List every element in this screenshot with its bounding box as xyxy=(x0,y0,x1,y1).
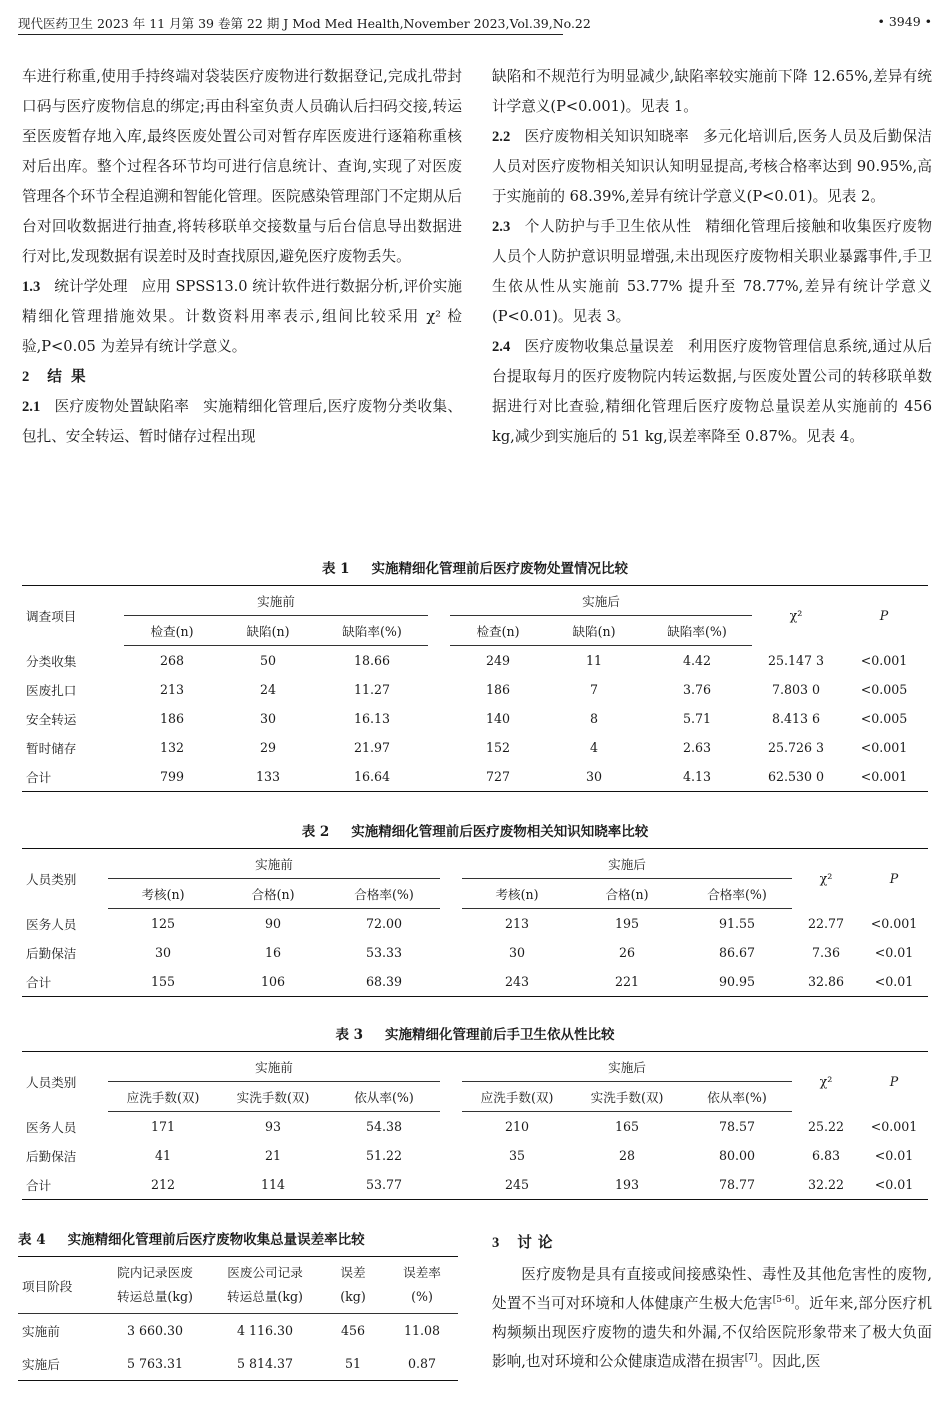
table-cell: 186 xyxy=(159,711,185,726)
table-cell: 7 xyxy=(589,682,598,697)
table-cell: 72.00 xyxy=(365,916,403,931)
column-gap xyxy=(440,1112,462,1142)
header-company-record xyxy=(210,1257,320,1314)
table-cell: 30 xyxy=(508,945,526,960)
table-cell: 90.95 xyxy=(682,967,792,997)
table-cell: <0.01 xyxy=(860,1170,928,1200)
header-sub: 应洗手数(双) xyxy=(108,1082,218,1112)
right-column xyxy=(492,62,932,452)
table-cell: 799 xyxy=(124,762,220,792)
row-label: 后勤保洁 xyxy=(26,946,77,961)
row-label: 合计 xyxy=(22,967,108,997)
table-cell: 35 xyxy=(508,1148,526,1163)
row-label: 医废扎口 xyxy=(26,683,77,698)
header-sub: 应洗手数(双) xyxy=(462,1082,572,1112)
header-line: 误差率 xyxy=(403,1265,441,1280)
table-cell: 245 xyxy=(462,1170,572,1200)
table-cell: <0.001 xyxy=(870,915,918,931)
discussion-section xyxy=(492,1228,932,1376)
table-cell: 195 xyxy=(614,916,640,931)
table-cell: <0.001 xyxy=(840,762,928,792)
header-p: P xyxy=(840,586,928,646)
table-cell: 152 xyxy=(485,740,511,755)
header-sub: 实洗手数(双) xyxy=(218,1082,328,1112)
row-label: 分类收集 xyxy=(26,653,77,669)
table-cell: 243 xyxy=(462,967,572,997)
section-text: 精细化管理后接触和收集医疗废物人员个人防护意识明显增强,未出现医疗废物相关职业暴露事件,手卫生依从性从实施前 53.77% 提升至 78.77%,差异有统计学意义(P<0.01)。见表 3。 xyxy=(492,218,932,325)
page-number: • 3949 • xyxy=(877,14,932,29)
header-rule xyxy=(18,34,563,35)
section-number: 2 xyxy=(22,369,30,385)
section-2-3 xyxy=(492,212,932,332)
header-line: 转运总量(kg) xyxy=(227,1289,303,1304)
header-sub: 缺陷率(%) xyxy=(642,616,752,646)
header-group-before: 实施前 xyxy=(124,586,428,616)
row-label: 医务人员 xyxy=(26,916,77,932)
table-cell: 28 xyxy=(618,1148,636,1163)
column-gap xyxy=(428,675,450,704)
table-cell: 5 763.31 xyxy=(100,1347,210,1381)
table-row xyxy=(22,646,928,676)
table-cell: 16.13 xyxy=(353,711,391,726)
header-sub: 合格(n) xyxy=(572,879,682,909)
section-title: 讨论 xyxy=(517,1234,559,1251)
table-cell: 7.803 0 xyxy=(771,682,821,697)
paragraph: 缺陷和不规范行为明显减少,缺陷率较实施前下降 12.65%,差异有统计学意义(P<0.001)。见表 1。 xyxy=(492,68,932,115)
table-row xyxy=(18,1347,458,1381)
table-cell: 140 xyxy=(485,711,511,726)
section-title: 结 果 xyxy=(47,368,88,385)
section-number: 1.3 xyxy=(22,279,41,295)
column-gap xyxy=(428,762,450,792)
header-line: (kg) xyxy=(340,1289,366,1304)
column-gap xyxy=(440,909,462,939)
header-group-before: 实施前 xyxy=(108,1052,440,1082)
section-2-1 xyxy=(22,392,462,452)
table-row xyxy=(22,1170,928,1200)
table-cell: 6.83 xyxy=(811,1148,841,1163)
text-run: 。近年来,部分医疗机构频频出现医疗废物的遗失和外漏,不仅给医院形象带来了极大负面影响,也对环境和公众健康造成潜在损害 xyxy=(492,1295,932,1370)
header-sub: 考核(n) xyxy=(462,879,572,909)
header-hospital-record xyxy=(100,1257,210,1314)
section-title: 个人防护与手卫生依从性 xyxy=(524,218,692,235)
table-row xyxy=(22,1112,928,1142)
table-cell: 210 xyxy=(504,1119,530,1134)
table-4-caption xyxy=(18,1228,458,1248)
table-cell: 456 xyxy=(340,1323,366,1338)
row-label: 实施前 xyxy=(22,1324,60,1339)
header-line: 误差 xyxy=(340,1265,366,1280)
table-1-caption xyxy=(22,557,928,577)
section-3-heading xyxy=(492,1228,932,1258)
table-row xyxy=(22,1141,928,1170)
table-cell: 16.64 xyxy=(316,762,428,792)
header-p: P xyxy=(860,849,928,909)
table-cell: 91.55 xyxy=(718,916,756,931)
table-cell: 25.22 xyxy=(807,1118,845,1134)
table-cell: 90 xyxy=(264,916,282,931)
table-cell: <0.001 xyxy=(860,652,908,668)
table-cell: 11 xyxy=(585,653,603,668)
header-sub: 检查(n) xyxy=(450,616,546,646)
section-text: 实施精细化管理后,医疗废物分类收集、包扎、安全转运、暂时储存过程出现 xyxy=(22,398,462,445)
header-sub: 考核(n) xyxy=(108,879,218,909)
table-cell: 4.13 xyxy=(642,762,752,792)
table-cell: 30 xyxy=(546,762,642,792)
table-cell: 32.22 xyxy=(792,1170,860,1200)
header-error xyxy=(320,1257,386,1314)
header-chi: χ² xyxy=(792,849,860,909)
table-row xyxy=(22,675,928,704)
table-cell: 53.77 xyxy=(328,1170,440,1200)
row-label: 安全转运 xyxy=(26,712,77,727)
table-cell: 30 xyxy=(259,711,277,726)
header-item: 人员类别 xyxy=(22,1052,108,1112)
table-cell: 11.08 xyxy=(403,1323,441,1338)
table-cell: 171 xyxy=(150,1119,176,1134)
column-gap xyxy=(440,1141,462,1170)
table-cell: 16 xyxy=(264,945,282,960)
text-run: 医疗废物是具有直接或间接感染性、毒性及其他危害性的废物,处置不当可对环境和人体健康产生极大危害 xyxy=(492,1266,932,1312)
row-label: 暂时储存 xyxy=(26,741,77,756)
table-row xyxy=(22,733,928,762)
table-cell: 186 xyxy=(485,682,511,697)
row-label: 合计 xyxy=(22,762,124,792)
section-title: 医疗废物相关知识知晓率 xyxy=(524,128,690,145)
table-cell: 11.27 xyxy=(353,682,391,697)
table-cell: 132 xyxy=(159,740,185,755)
table-row xyxy=(22,938,928,967)
table-cell: 26 xyxy=(618,945,636,960)
header-sub: 依从率(%) xyxy=(682,1082,792,1112)
table-title: 实施精细化管理前后医疗废物收集总量误差率比较 xyxy=(67,1232,365,1248)
header-group-after: 实施后 xyxy=(462,1052,792,1082)
header-item: 项目阶段 xyxy=(18,1257,100,1314)
table-title: 实施精细化管理前后医疗废物相关知识知晓率比较 xyxy=(351,824,649,840)
header-sub: 合格率(%) xyxy=(682,879,792,909)
column-gap xyxy=(428,733,450,762)
table-number: 表 3 xyxy=(335,1027,364,1043)
section-2-4 xyxy=(492,332,932,452)
table-cell: 51 xyxy=(320,1347,386,1381)
table-cell: 4 xyxy=(589,740,598,755)
table-row xyxy=(22,762,928,792)
table-cell: 0.87 xyxy=(386,1347,458,1381)
table-cell: 727 xyxy=(450,762,546,792)
table-cell: 249 xyxy=(485,653,511,668)
row-label: 实施后 xyxy=(18,1347,100,1381)
section-title: 统计学处理 xyxy=(54,278,128,295)
journal-citation: 现代医药卫生 2023 年 11 月第 39 卷第 22 期 J Mod Med Health,November 2023,Vol.39,No.22 xyxy=(18,16,591,31)
table-cell: 51.22 xyxy=(365,1148,403,1163)
table-cell: <0.005 xyxy=(860,711,908,726)
header-sub: 缺陷率(%) xyxy=(316,616,428,646)
section-number: 2.4 xyxy=(492,339,511,355)
header-line: 转运总量(kg) xyxy=(117,1289,193,1304)
table-cell: 114 xyxy=(218,1170,328,1200)
header-p: P xyxy=(860,1052,928,1112)
left-column xyxy=(22,62,462,452)
citation[interactable]: [5-6] xyxy=(772,1295,795,1306)
row-label: 合计 xyxy=(22,1170,108,1200)
section-text: 利用医疗废物管理信息系统,通过从后台提取每月的医疗废物院内转运数据,与医废处置公司的转移联单数据进行对比查验,精细化管理后医疗废物总量误差从实施前的 456 kg,减少到实施后的 51 kg,误差率降至 0.87%。见表 4。 xyxy=(492,338,932,445)
table-number: 表 1 xyxy=(321,561,350,577)
table-cell: 78.57 xyxy=(718,1119,756,1134)
table-cell: 4 116.30 xyxy=(236,1323,294,1338)
table-cell: 53.33 xyxy=(365,945,403,960)
table-cell: 86.67 xyxy=(718,945,756,960)
column-gap xyxy=(440,967,462,997)
table-cell: 54.38 xyxy=(365,1119,403,1134)
table-cell: 25.726 3 xyxy=(767,740,825,755)
table-cell: 221 xyxy=(572,967,682,997)
header-sub: 检查(n) xyxy=(124,616,220,646)
table-cell: 50 xyxy=(259,653,277,668)
section-1-3 xyxy=(22,272,462,362)
table-cell: 165 xyxy=(614,1119,640,1134)
header-error-rate xyxy=(386,1257,458,1314)
header-group-after: 实施后 xyxy=(450,586,752,616)
section-number: 2.1 xyxy=(22,399,41,415)
header-line: 院内记录医废 xyxy=(117,1265,193,1280)
table-cell: 268 xyxy=(159,653,185,668)
citation[interactable]: [7] xyxy=(744,1353,758,1364)
row-label: 后勤保洁 xyxy=(26,1149,77,1164)
section-2-2 xyxy=(492,122,932,212)
header-group-before: 实施前 xyxy=(108,849,440,879)
header-line: 医废公司记录 xyxy=(227,1265,303,1280)
header-item: 人员类别 xyxy=(22,849,108,909)
table-cell: 62.530 0 xyxy=(752,762,840,792)
table-cell: 7.36 xyxy=(811,945,841,960)
table-3 xyxy=(22,1051,928,1200)
table-cell: 4.42 xyxy=(682,653,712,668)
table-cell: 213 xyxy=(159,682,185,697)
header-sub: 实洗手数(双) xyxy=(572,1082,682,1112)
section-title: 医疗废物处置缺陷率 xyxy=(54,398,190,415)
section-number: 3 xyxy=(492,1235,500,1251)
table-number: 表 2 xyxy=(301,824,330,840)
table-cell: 2.63 xyxy=(682,740,712,755)
table-row xyxy=(22,909,928,939)
table-cell: <0.001 xyxy=(860,740,908,755)
header-sub: 缺陷(n) xyxy=(546,616,642,646)
header-chi: χ² xyxy=(792,1052,860,1112)
section-title: 医疗废物收集总量误差 xyxy=(524,338,675,355)
table-cell: 212 xyxy=(108,1170,218,1200)
header-line: (%) xyxy=(411,1289,433,1304)
header-sub: 缺陷(n) xyxy=(220,616,316,646)
table-cell: 22.77 xyxy=(807,915,845,931)
table-cell: 32.86 xyxy=(792,967,860,997)
table-row xyxy=(22,704,928,733)
table-title: 实施精细化管理前后手卫生依从性比较 xyxy=(385,1027,615,1043)
running-header xyxy=(18,10,932,36)
table-title: 实施精细化管理前后医疗废物处置情况比较 xyxy=(371,561,629,577)
table-cell: 78.77 xyxy=(682,1170,792,1200)
header-sub: 合格率(%) xyxy=(328,879,440,909)
table-2 xyxy=(22,848,928,997)
text-run: 。因此,医 xyxy=(757,1353,821,1370)
table-cell: 106 xyxy=(218,967,328,997)
table-cell: 30 xyxy=(154,945,172,960)
header-item: 调查项目 xyxy=(22,586,124,646)
table-cell: 3.76 xyxy=(682,682,712,697)
table-cell: 21 xyxy=(264,1148,282,1163)
table-cell: 8.413 6 xyxy=(771,711,821,726)
section-number: 2.2 xyxy=(492,129,511,145)
table-cell: <0.01 xyxy=(874,945,914,960)
column-gap xyxy=(440,938,462,967)
table-cell: 68.39 xyxy=(328,967,440,997)
table-cell: <0.01 xyxy=(874,1148,914,1163)
table-cell: <0.005 xyxy=(860,682,908,697)
table-cell: 8 xyxy=(589,711,598,726)
table-cell: 24 xyxy=(259,682,277,697)
table-cell: 213 xyxy=(504,916,530,931)
paragraph xyxy=(492,1260,932,1376)
table-cell: 93 xyxy=(264,1119,282,1134)
table-cell: 125 xyxy=(150,916,176,931)
table-4 xyxy=(18,1256,458,1381)
table-2-caption xyxy=(22,820,928,840)
table-cell: <0.001 xyxy=(870,1118,918,1134)
column-gap xyxy=(440,1170,462,1200)
header-sub: 依从率(%) xyxy=(328,1082,440,1112)
table-cell: 41 xyxy=(154,1148,172,1163)
table-cell: 80.00 xyxy=(718,1148,756,1163)
table-1 xyxy=(22,585,928,792)
table-cell: 18.66 xyxy=(353,653,391,668)
header-chi: χ² xyxy=(752,586,840,646)
section-text: 多元化培训后,医务人员及后勤保洁人员对医疗废物相关知识认知明显提高,考核合格率达到 90.95%,高于实施前的 68.39%,差异有统计学意义(P<0.01)。见表 2。 xyxy=(492,128,932,205)
table-cell: 133 xyxy=(220,762,316,792)
table-row xyxy=(18,1314,458,1348)
table-cell: 155 xyxy=(108,967,218,997)
header-sub: 合格(n) xyxy=(218,879,328,909)
section-text: 应用 SPSS13.0 统计软件进行数据分析,评价实施精细化管理措施效果。计数资料用率表示,组间比较采用 χ² 检验,P<0.05 为差异有统计学意义。 xyxy=(22,278,462,355)
table-cell: 25.147 3 xyxy=(767,652,825,668)
table-cell: 3 660.30 xyxy=(126,1323,184,1338)
table-cell: 5 814.37 xyxy=(210,1347,320,1381)
table-cell: 29 xyxy=(259,740,277,755)
section-2-heading xyxy=(22,362,462,392)
paragraph: 车进行称重,使用手持终端对袋装医疗废物进行数据登记,完成扎带封口码与医疗废物信息的绑定;再由科室负责人员确认后扫码交接,转运至医废暂存地入库,最终医废处置公司对暂存库医废进行逐箱称重核对后出库。整个过程各环节均可进行信息统计、查询,实现了对医废管理各个环节全程追溯和智能化管理。医院感染管理部门不定期从后台对回收数据进行抽查,将转移联单交接数量与后台信息导出数据进行对比,发现数据有误差时及时查找原因,避免医疗废物丢失。 xyxy=(22,68,462,265)
table-number: 表 4 xyxy=(18,1232,46,1248)
table-cell: 5.71 xyxy=(682,711,712,726)
row-label: 医务人员 xyxy=(26,1119,77,1135)
table-cell: <0.01 xyxy=(860,967,928,997)
column-gap xyxy=(428,704,450,733)
table-row xyxy=(22,967,928,997)
table-cell: 21.97 xyxy=(353,740,391,755)
table-cell: 193 xyxy=(572,1170,682,1200)
table-3-caption xyxy=(22,1023,928,1043)
header-group-after: 实施后 xyxy=(462,849,792,879)
section-number: 2.3 xyxy=(492,219,511,235)
column-gap xyxy=(428,646,450,676)
